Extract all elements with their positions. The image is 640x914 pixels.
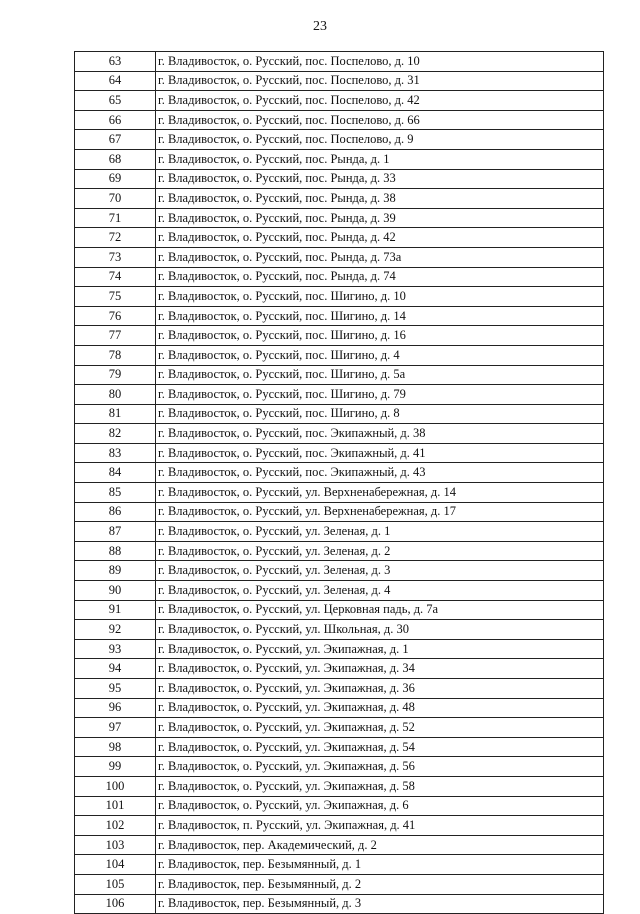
row-address: г. Владивосток, пер. Академический, д. 2 [156,835,604,855]
row-address: г. Владивосток, о. Русский, ул. Зеленая, д. 4 [156,581,604,601]
row-address: г. Владивосток, о. Русский, ул. Экипажная, д. 54 [156,737,604,757]
row-number: 80 [75,385,156,405]
table-row [75,855,604,875]
row-number: 85 [75,483,156,503]
row-address: г. Владивосток, о. Русский, ул. Зеленая, д. 1 [156,522,604,542]
row-address: г. Владивосток, о. Русский, пос. Экипажный, д. 41 [156,443,604,463]
table-row [75,757,604,777]
table-row [75,169,604,189]
table-row [75,149,604,169]
row-address: г. Владивосток, о. Русский, ул. Экипажная, д. 52 [156,718,604,738]
row-address: г. Владивосток, о. Русский, пос. Шигино, д. 16 [156,326,604,346]
row-number: 68 [75,149,156,169]
address-table-body [75,52,604,914]
table-row [75,776,604,796]
row-number: 67 [75,130,156,150]
row-number: 95 [75,679,156,699]
table-row [75,796,604,816]
row-address: г. Владивосток, о. Русский, ул. Зеленая, д. 3 [156,561,604,581]
row-number: 64 [75,71,156,91]
row-address: г. Владивосток, о. Русский, ул. Школьная, д. 30 [156,620,604,640]
table-row [75,247,604,267]
table-row [75,874,604,894]
row-number: 105 [75,874,156,894]
row-address: г. Владивосток, о. Русский, пос. Рында, д. 73а [156,247,604,267]
row-number: 101 [75,796,156,816]
row-number: 71 [75,208,156,228]
row-number: 90 [75,581,156,601]
row-number: 63 [75,52,156,72]
row-number: 78 [75,345,156,365]
table-row [75,287,604,307]
table-row [75,345,604,365]
table-row [75,639,604,659]
row-address: г. Владивосток, о. Русский, ул. Верхненабережная, д. 17 [156,502,604,522]
table-row [75,502,604,522]
table-row [75,110,604,130]
table-row [75,737,604,757]
table-row [75,404,604,424]
row-address: г. Владивосток, о. Русский, ул. Экипажная, д. 56 [156,757,604,777]
table-row [75,91,604,111]
row-number: 93 [75,639,156,659]
row-number: 75 [75,287,156,307]
table-row [75,679,604,699]
row-address: г. Владивосток, о. Русский, пос. Поспелово, д. 66 [156,110,604,130]
row-number: 94 [75,659,156,679]
table-row [75,463,604,483]
row-address: г. Владивосток, о. Русский, пос. Рында, д. 1 [156,149,604,169]
table-row [75,189,604,209]
table-row [75,659,604,679]
row-address: г. Владивосток, о. Русский, пос. Рында, д. 38 [156,189,604,209]
row-address: г. Владивосток, о. Русский, пос. Шигино, д. 5а [156,365,604,385]
row-number: 81 [75,404,156,424]
row-address: г. Владивосток, о. Русский, ул. Экипажная, д. 58 [156,776,604,796]
row-address: г. Владивосток, о. Русский, пос. Поспелово, д. 10 [156,52,604,72]
row-number: 74 [75,267,156,287]
table-row [75,208,604,228]
table-row [75,835,604,855]
row-address: г. Владивосток, п. Русский, ул. Экипажная, д. 41 [156,816,604,836]
table-row [75,71,604,91]
row-number: 91 [75,600,156,620]
row-number: 86 [75,502,156,522]
table-row [75,718,604,738]
row-address: г. Владивосток, о. Русский, пос. Экипажный, д. 38 [156,424,604,444]
table-row [75,581,604,601]
row-address: г. Владивосток, о. Русский, пос. Шигино, д. 8 [156,404,604,424]
row-number: 79 [75,365,156,385]
table-row [75,130,604,150]
table-row [75,228,604,248]
table-row [75,561,604,581]
row-address: г. Владивосток, пер. Безымянный, д. 3 [156,894,604,914]
row-number: 66 [75,110,156,130]
table-row [75,443,604,463]
row-address: г. Владивосток, о. Русский, ул. Церковная падь, д. 7а [156,600,604,620]
row-address: г. Владивосток, о. Русский, пос. Рында, д. 74 [156,267,604,287]
row-address: г. Владивосток, о. Русский, пос. Рында, д. 39 [156,208,604,228]
row-address: г. Владивосток, о. Русский, пос. Экипажный, д. 43 [156,463,604,483]
table-row [75,600,604,620]
table-row [75,385,604,405]
row-number: 100 [75,776,156,796]
row-number: 82 [75,424,156,444]
row-address: г. Владивосток, о. Русский, ул. Экипажная, д. 36 [156,679,604,699]
row-address: г. Владивосток, о. Русский, пос. Поспелово, д. 31 [156,71,604,91]
row-address: г. Владивосток, о. Русский, пос. Рында, д. 42 [156,228,604,248]
row-number: 89 [75,561,156,581]
table-row [75,816,604,836]
table-row [75,894,604,914]
address-table [74,51,604,914]
row-address: г. Владивосток, о. Русский, ул. Экипажная, д. 34 [156,659,604,679]
table-row [75,52,604,72]
row-number: 77 [75,326,156,346]
table-row [75,620,604,640]
row-number: 102 [75,816,156,836]
row-address: г. Владивосток, о. Русский, пос. Рында, д. 33 [156,169,604,189]
row-number: 69 [75,169,156,189]
table-row [75,483,604,503]
row-address: г. Владивосток, о. Русский, пос. Поспелово, д. 42 [156,91,604,111]
row-address: г. Владивосток, пер. Безымянный, д. 2 [156,874,604,894]
row-number: 83 [75,443,156,463]
row-address: г. Владивосток, о. Русский, ул. Зеленая, д. 2 [156,541,604,561]
table-row [75,424,604,444]
table-row [75,541,604,561]
row-number: 106 [75,894,156,914]
row-number: 65 [75,91,156,111]
row-number: 99 [75,757,156,777]
row-number: 104 [75,855,156,875]
row-number: 96 [75,698,156,718]
row-number: 103 [75,835,156,855]
row-address: г. Владивосток, пер. Безымянный, д. 1 [156,855,604,875]
table-row [75,326,604,346]
row-number: 97 [75,718,156,738]
row-number: 72 [75,228,156,248]
row-address: г. Владивосток, о. Русский, ул. Экипажная, д. 1 [156,639,604,659]
table-row [75,267,604,287]
row-address: г. Владивосток, о. Русский, пос. Шигино, д. 14 [156,306,604,326]
row-number: 73 [75,247,156,267]
table-row [75,698,604,718]
page-number: 23 [313,19,327,34]
row-number: 76 [75,306,156,326]
row-address: г. Владивосток, о. Русский, ул. Экипажная, д. 48 [156,698,604,718]
row-address: г. Владивосток, о. Русский, пос. Шигино, д. 79 [156,385,604,405]
row-number: 88 [75,541,156,561]
row-address: г. Владивосток, о. Русский, пос. Шигино, д. 10 [156,287,604,307]
row-number: 98 [75,737,156,757]
row-address: г. Владивосток, о. Русский, ул. Экипажная, д. 6 [156,796,604,816]
table-row [75,522,604,542]
row-address: г. Владивосток, о. Русский, ул. Верхненабережная, д. 14 [156,483,604,503]
row-number: 87 [75,522,156,542]
row-number: 84 [75,463,156,483]
row-number: 70 [75,189,156,209]
row-address: г. Владивосток, о. Русский, пос. Поспелово, д. 9 [156,130,604,150]
row-number: 92 [75,620,156,640]
row-address: г. Владивосток, о. Русский, пос. Шигино, д. 4 [156,345,604,365]
table-row [75,365,604,385]
table-row [75,306,604,326]
